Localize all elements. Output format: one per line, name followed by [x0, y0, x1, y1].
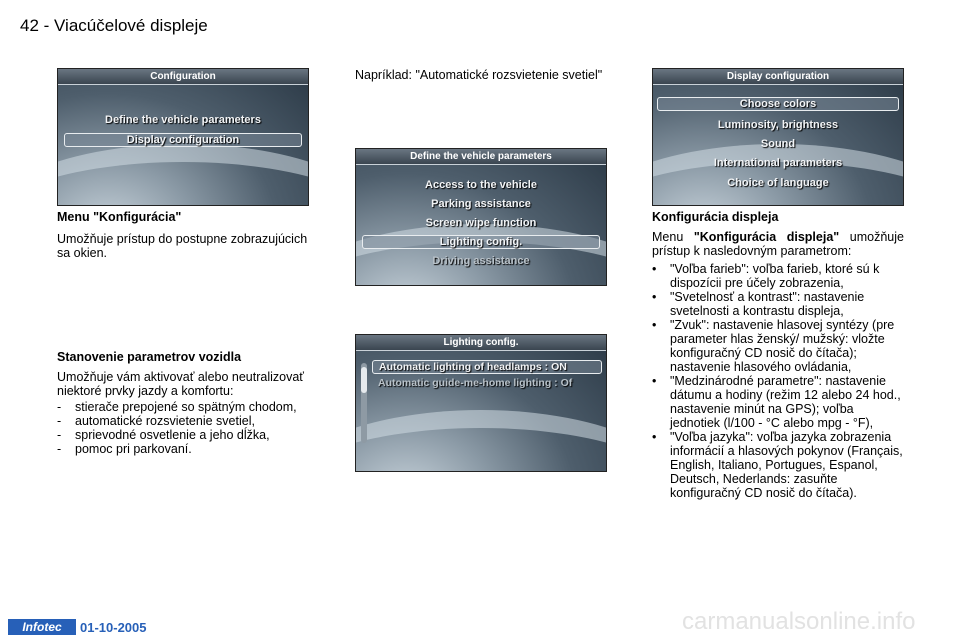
watermark: carmanualsonline.info	[682, 608, 916, 635]
column-1	[57, 210, 309, 260]
menu-item-colors: Choose colors	[657, 97, 899, 111]
example-caption: Napríklad: "Automatické rozsvietenie svetiel"	[355, 68, 603, 82]
heading-vehicle-parameters: Stanovenie parametrov vozidla	[57, 350, 242, 364]
menu-item-parking: Parking assistance	[431, 198, 531, 210]
column-2-example	[355, 68, 605, 82]
infotec-logo: Infotec	[8, 619, 76, 635]
menu-item-access: Access to the vehicle	[425, 179, 537, 191]
paragraph-display-intro: Menu "Konfigurácia displeja" umožňuje prístup k nasledovným parametrom:	[652, 230, 904, 258]
display-configuration-screen	[652, 68, 904, 206]
configuration-screen	[57, 68, 309, 206]
list-item: • "Medzinárodné parametre": nastavenie dátumu a hodiny (režim 12 alebo 24 hod., nastavenie minút na GPS); voľba jednotiek (l/100 - °C alebo mpg - °F),	[652, 374, 901, 430]
screen-title: Display configuration	[653, 69, 903, 85]
screen-title: Define the vehicle parameters	[356, 149, 606, 165]
menu-item-define-vehicle: Define the vehicle parameters	[105, 114, 261, 126]
list-item: - pomoc pri parkovaní.	[57, 442, 192, 456]
vehicle-parameters-screen	[355, 148, 607, 286]
page-title: 42 - Viacúčelové displeje	[20, 16, 208, 35]
menu-item-display-config: Display configuration	[64, 133, 302, 147]
heading-display-configuration: Konfigurácia displeja	[652, 210, 779, 224]
column-3	[652, 210, 904, 500]
menu-item-wipe: Screen wipe function	[425, 217, 537, 229]
list-item: • "Voľba jazyka": voľba jazyka zobrazenia informácií a hlasových pokynov (Français, English, Italiano, Portugues, Espanol, Deutsch, Nederlands: zasuňte konfiguračný CD nosič do čítača).	[652, 430, 903, 500]
dash-list	[57, 400, 309, 456]
list-item: • "Zvuk": nastavenie hlasovej syntézy (pre parameter hlas ženský/ mužský: vložte konfiguračný CD nosič do čítača); nastavenie hlasového ovládania,	[652, 318, 895, 374]
setting-guide-me-home: Automatic guide-me-home lighting : Of	[378, 377, 573, 389]
screen-background	[57, 144, 309, 206]
list-item: - automatické rozsvietenie svetiel,	[57, 414, 255, 428]
bullet-list	[652, 262, 904, 500]
list-item: - stierače prepojené so spätným chodom,	[57, 400, 297, 414]
column-1-lower	[57, 350, 309, 456]
menu-item-lighting: Lighting config.	[362, 235, 600, 249]
paragraph-menu-description: Umožňuje prístup do postupne zobrazujúcich sa okien.	[57, 232, 308, 260]
lighting-config-screen	[355, 334, 607, 472]
setting-auto-headlamps: Automatic lighting of headlamps : ON	[372, 360, 602, 374]
menu-item-international: International parameters	[713, 157, 843, 169]
menu-item-luminosity: Luminosity, brightness	[717, 119, 839, 131]
screen-title: Lighting config.	[356, 335, 606, 351]
screen-title: Configuration	[58, 69, 308, 85]
heading-menu-konfiguracia: Menu "Konfigurácia"	[57, 210, 182, 224]
list-item: • "Svetelnosť a kontrast": nastavenie svetelnosti a kontrastu displeja,	[652, 290, 865, 318]
scrollbar-thumb	[361, 367, 367, 393]
list-item: • "Voľba farieb": voľba farieb, ktoré sú k dispozícii pre účely zobrazenia,	[652, 262, 880, 290]
screen-background	[652, 144, 904, 206]
paragraph-vehicle-parameters: Umožňuje vám aktivovať alebo neutralizovať niektoré prvky jazdy a komfortu:	[57, 370, 304, 398]
list-item: - sprievodné osvetlenie a jeho dĺžka,	[57, 428, 270, 442]
screen-background	[355, 410, 607, 472]
menu-item-sound: Sound	[760, 138, 796, 150]
menu-item-driving: Driving assistance	[432, 255, 530, 267]
footer-date: 01-10-2005	[80, 620, 147, 635]
menu-item-language: Choice of language	[727, 177, 829, 189]
